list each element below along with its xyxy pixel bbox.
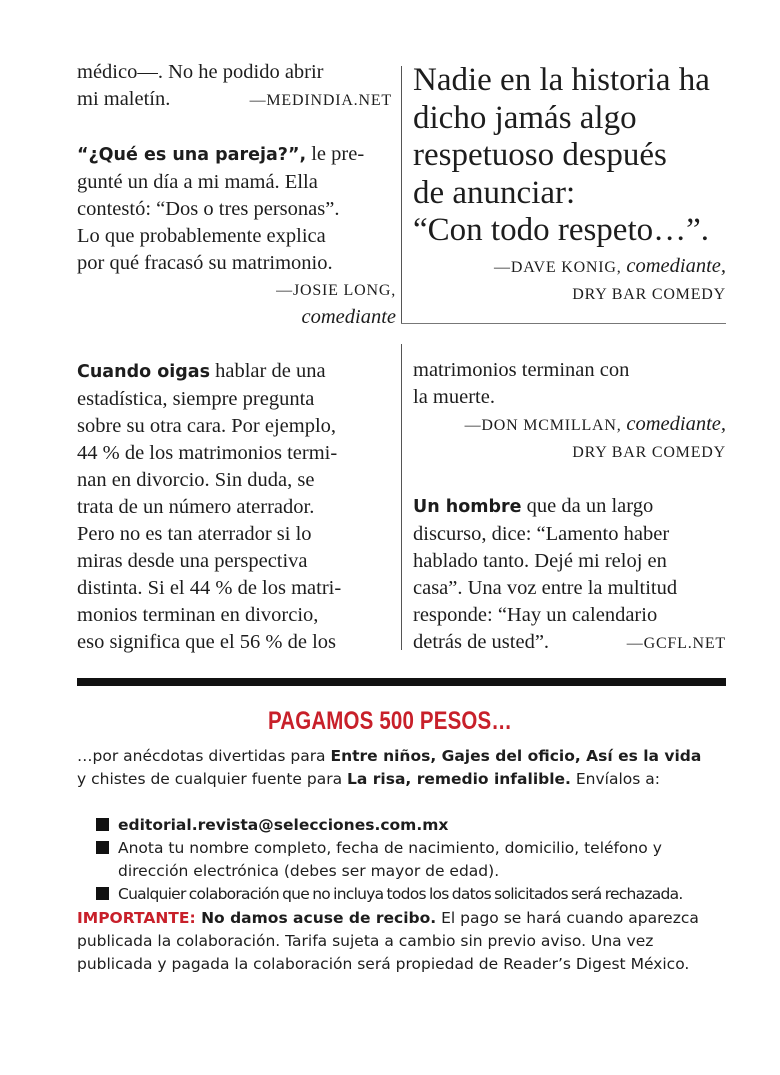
pull-quote-text <box>413 62 733 250</box>
source-role: comediante <box>301 306 396 328</box>
square-bullet-icon <box>96 887 109 900</box>
text-line: por qué fracasó su matrimonio. <box>77 252 333 274</box>
text-line: eso significa que el 56 % de los <box>77 631 337 653</box>
bullet-email <box>96 814 736 837</box>
text-span: El pago se hará cuando aparezca <box>436 909 699 927</box>
text-line: discurso, dice: “Lamento haber <box>413 523 670 545</box>
source-credit: —JOSIE LONG, <box>276 282 396 299</box>
quote-line: respetuoso después <box>413 137 667 173</box>
text-line: contestó: “Dos o tres personas”. <box>77 198 340 220</box>
source-role: comediante, <box>626 413 726 435</box>
lead-in: Cuando oigas <box>77 362 210 382</box>
right-column <box>413 357 726 657</box>
text-line <box>77 358 392 386</box>
text-line: mi maletín. <box>77 88 171 110</box>
quote-line: Nadie en la historia ha <box>413 62 710 98</box>
text-span: …por anécdotas divertidas para <box>77 747 331 765</box>
intro-line <box>77 745 737 768</box>
bullet-info <box>96 837 736 860</box>
source-credit: DRY BAR COMEDY <box>572 444 726 461</box>
text-line: Pero no es tan aterrador si lo <box>77 523 312 545</box>
email-link[interactable]: editorial.revista@selecciones.com.mx <box>118 816 449 834</box>
joke-pareja <box>77 141 396 331</box>
important-bold: No damos acuse de recibo. <box>195 909 437 927</box>
text-span: y chistes de cualquier fuente para <box>77 770 348 788</box>
square-bullet-icon <box>96 818 109 831</box>
joke-medindia <box>77 59 392 114</box>
important-line <box>77 907 737 930</box>
section-name: La risa, remedio infalible. <box>347 770 571 788</box>
section-names: Entre niños, Gajes del oficio, Así es la vida <box>330 747 702 765</box>
text-line: médico—. No he podido abrir <box>77 61 324 83</box>
column-divider-top <box>401 66 402 324</box>
source-credit: —GCFL.NET <box>626 635 726 652</box>
joke-estadistica <box>77 358 392 656</box>
lead-in: “¿Qué es una pareja?”, <box>77 145 307 165</box>
text-line: matrimonios terminan con <box>413 359 630 381</box>
text-line: 44 % de los matrimonios termi- <box>77 442 338 464</box>
text-span: que da un largo <box>521 495 654 517</box>
text-span: le pre- <box>306 143 365 165</box>
source-credit: DRY BAR COMEDY <box>572 285 726 303</box>
quote-line: de anunciar: <box>413 174 576 211</box>
text-line <box>413 493 726 521</box>
text-line-with-source <box>413 629 726 657</box>
text-line: hablado tanto. Dejé mi reloj en <box>413 550 667 572</box>
important-line: publicada y pagada la colaboración será propiedad de Reader’s Digest México. <box>77 955 690 973</box>
text-line: sobre su otra cara. Por ejemplo, <box>77 415 337 437</box>
text-span: Envíalos a: <box>570 770 660 788</box>
joke-reloj <box>413 493 726 657</box>
text-span: hablar de una <box>210 360 326 382</box>
bullet-continuation: dirección electrónica (debes ser mayor de edad). <box>118 862 500 880</box>
column-divider-bottom <box>401 344 402 650</box>
text-line: casa”. Una voz entre la multitud <box>413 577 678 599</box>
pullquote-divider <box>401 323 726 324</box>
text-line: miras desde una perspectiva <box>77 550 308 572</box>
source-credit: —DAVE KONIG, <box>494 258 627 276</box>
text-line: Lo que probablemente explica <box>77 225 326 247</box>
text-line: gunté un día a mi mamá. Ella <box>77 171 318 193</box>
text-line: nan en divorcio. Sin duda, se <box>77 469 315 491</box>
text-span: Anota tu nombre completo, fecha de nacimiento, domicilio, teléfono y <box>118 839 662 857</box>
text-line <box>77 141 392 169</box>
text-line: la muerte. <box>413 386 495 408</box>
important-note <box>77 907 737 976</box>
joke-estadistica-continued <box>413 357 726 466</box>
bullet-rejected <box>96 883 736 906</box>
important-line: publicada la colaboración. Tarifa sujeta a cambio sin previo aviso. Una vez <box>77 932 654 950</box>
text-line: estadística, siempre pregunta <box>77 388 315 410</box>
section-rule <box>77 678 726 686</box>
source-role: comediante, <box>626 254 726 277</box>
pay-title: PAGAMOS 500 PESOS… <box>267 707 513 735</box>
quote-line: dicho jamás algo <box>413 99 637 136</box>
text-line: distinta. Si el 44 % de los matri- <box>77 577 342 599</box>
text-line: responde: “Hay un calendario <box>413 604 658 626</box>
text-line: detrás de usted”. <box>413 631 550 653</box>
left-column <box>77 59 396 656</box>
square-bullet-icon <box>96 841 109 854</box>
source-credit: —DON MCMILLAN, <box>464 417 627 434</box>
pull-quote-source <box>413 253 726 308</box>
quote-line: “Con todo respeto…”. <box>413 212 710 248</box>
pay-bullets <box>96 814 736 906</box>
pull-quote <box>413 62 733 308</box>
intro-line <box>77 768 737 791</box>
text-span: Cualquier colaboración que no incluya todos los datos solicitados será rechazada. <box>118 885 683 903</box>
text-line: trata de un número aterrador. <box>77 496 315 518</box>
pay-intro <box>77 745 737 791</box>
source-credit: —MEDINDIA.NET <box>249 92 392 109</box>
important-label: IMPORTANTE: <box>77 909 196 927</box>
text-line-with-source <box>77 86 392 114</box>
text-line: monios terminan en divorcio, <box>77 604 319 626</box>
lead-in: Un hombre <box>413 497 522 517</box>
